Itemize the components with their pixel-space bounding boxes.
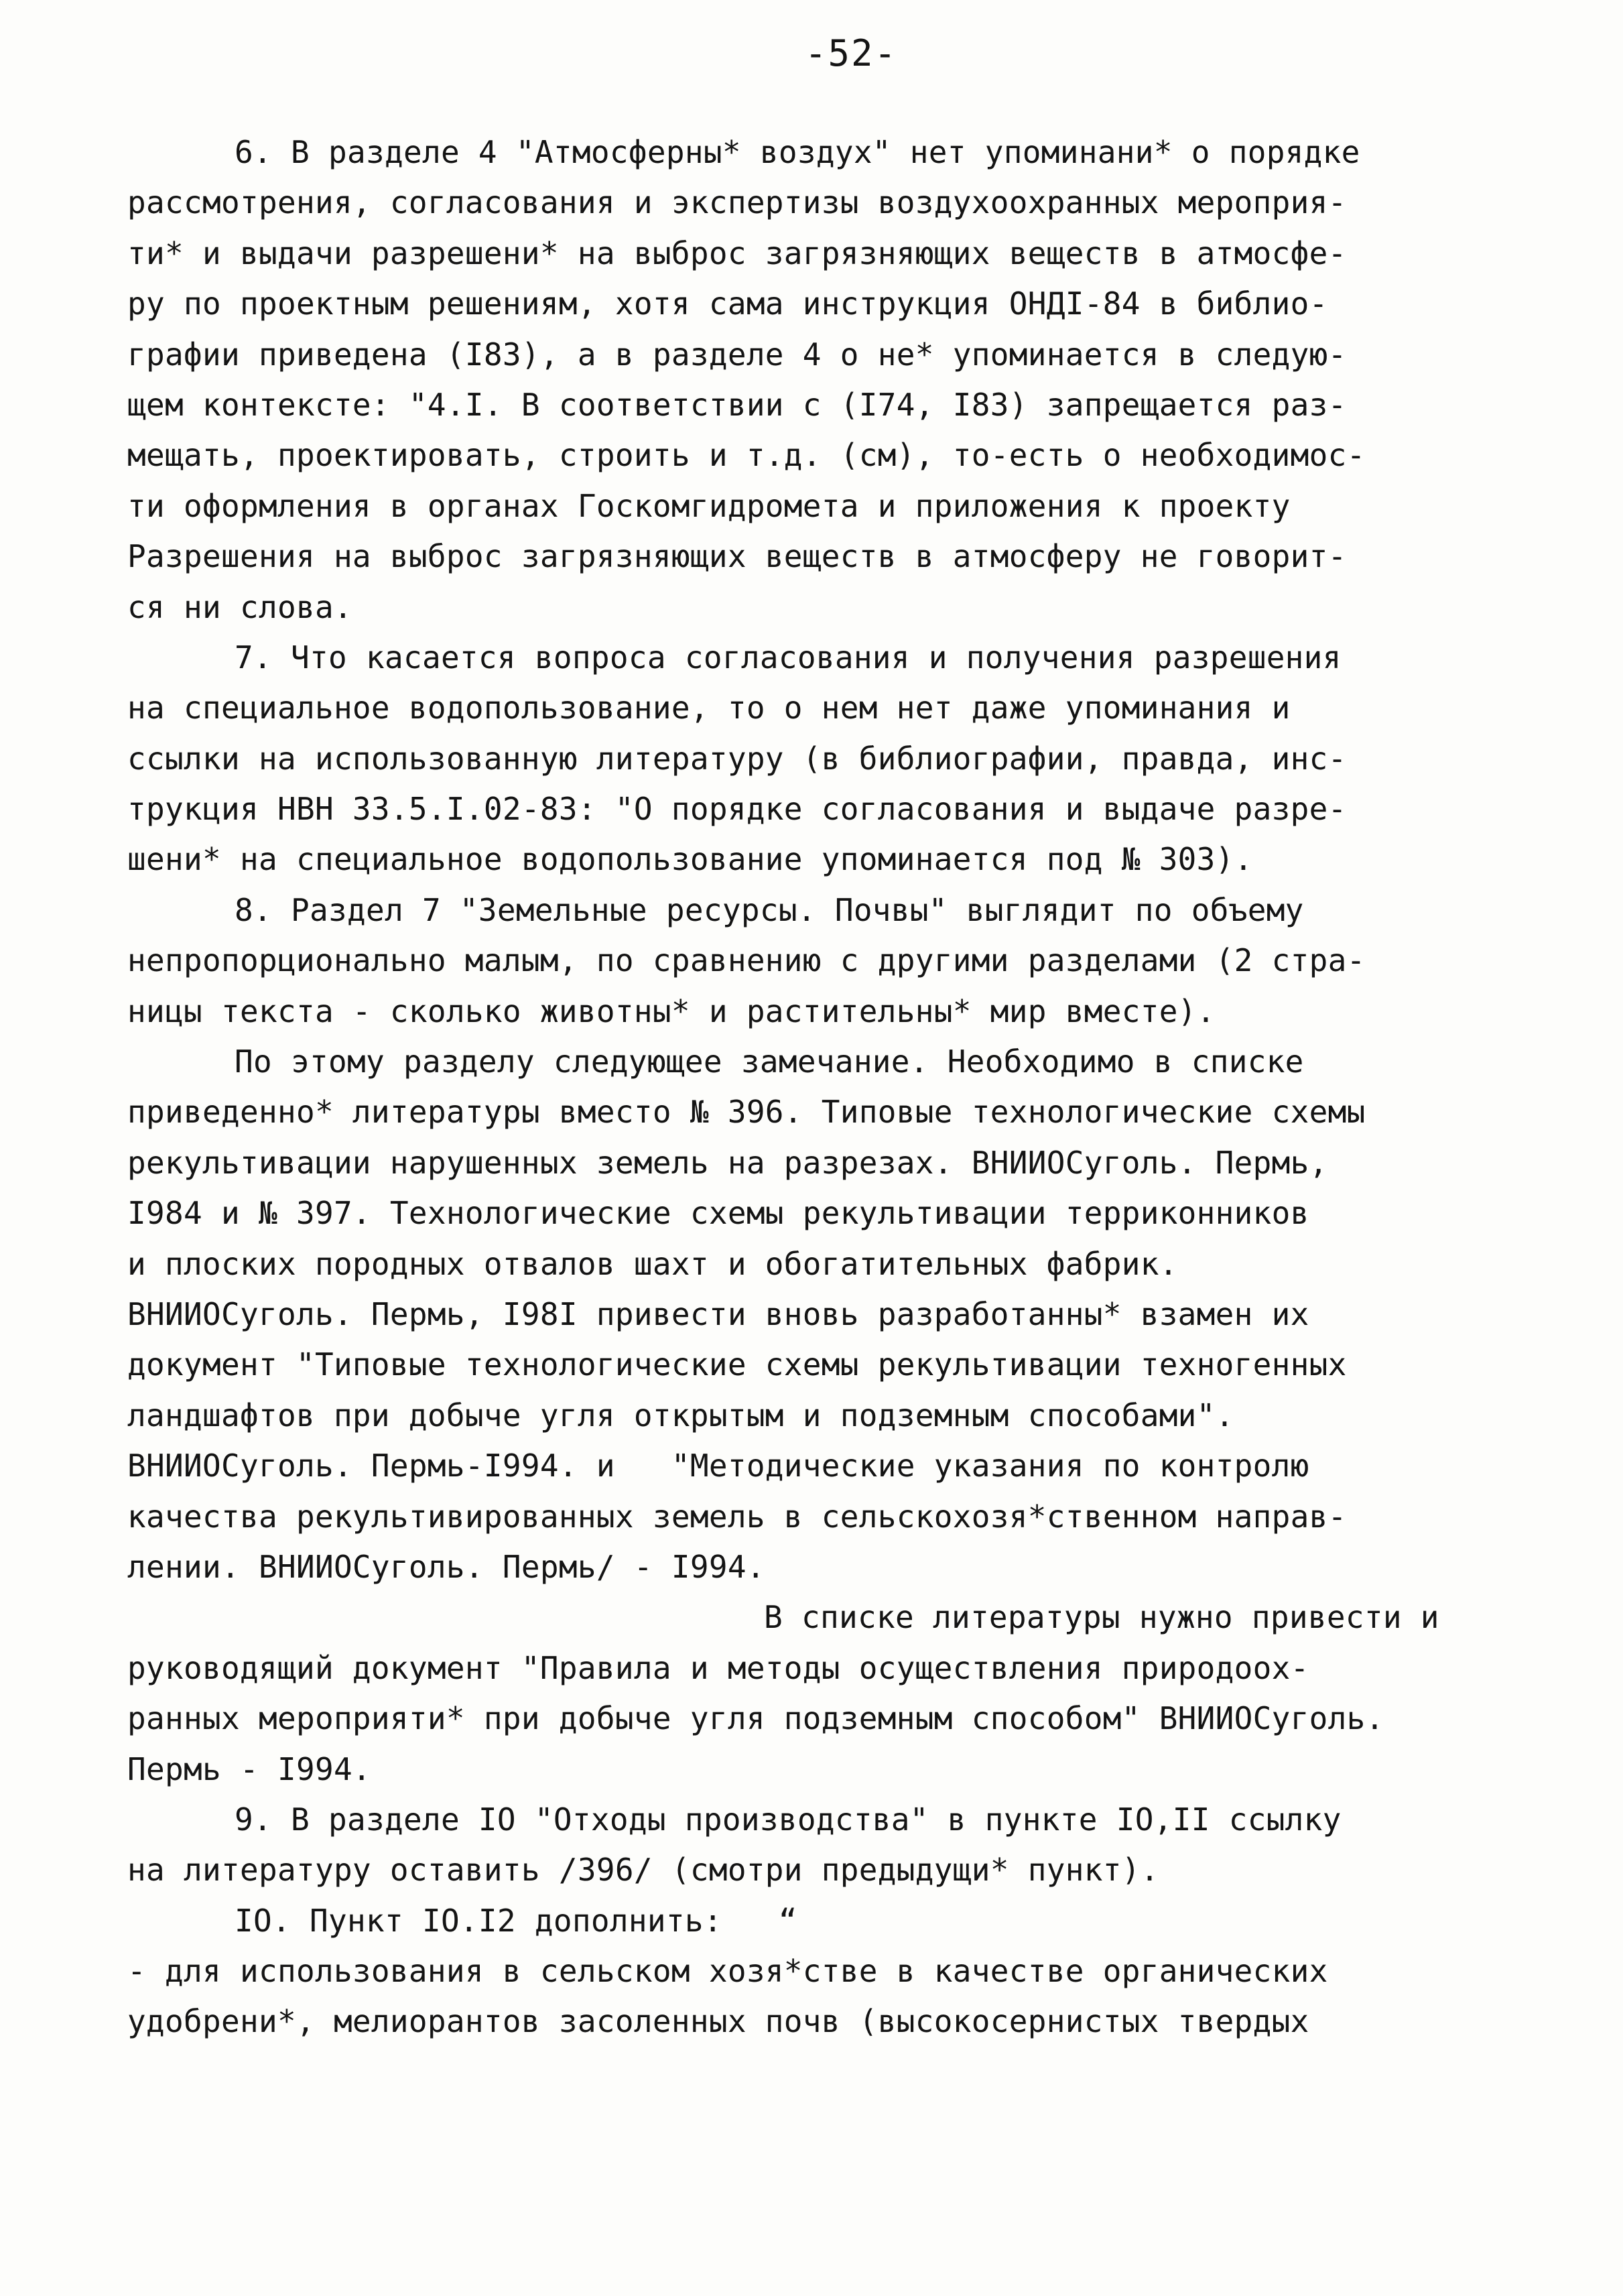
- text-line: ти оформления в органах Госкомгидромета и приложения к проекту: [127, 487, 1291, 524]
- text-line: ландшафтов при добыче угля открытым и подземным способами".: [127, 1397, 1234, 1433]
- text-line: руководящий документ "Правила и методы осуществления природоох-: [127, 1649, 1309, 1686]
- text-line: на специальное водопользование, то о нем нет даже упоминания и: [127, 690, 1291, 726]
- text-line: ся ни слова.: [127, 588, 352, 625]
- text-line: лении. ВНИИОСуголь. Пермь/ - I994.: [127, 1548, 765, 1585]
- text-line: трукция НВН 33.5.I.02-83: "О порядке согласования и выдаче разре-: [127, 791, 1347, 828]
- text-line: 8. Раздел 7 "Земельные ресурсы. Почвы" выглядит по объему: [235, 891, 1304, 928]
- text-line: рекультивации нарушенных земель на разрезах. ВНИИОСуголь. Пермь,: [127, 1144, 1328, 1181]
- text-line: удобрени*, мелиорантов засоленных почв (высокосернистых твердых: [127, 2003, 1309, 2040]
- text-line: качества рекультивированных земель в сельскохозя*ственном направ-: [127, 1498, 1347, 1535]
- text-line: 6. В разделе 4 "Атмосферны* воздух" нет упоминани* о порядке: [235, 134, 1360, 170]
- text-line: мещать, проектировать, строить и т.д. (см), то-есть о необходимос-: [127, 437, 1366, 474]
- text-line: ру по проектным решениям, хотя сама инструкция ОНДI-84 в библио-: [127, 285, 1328, 322]
- text-line: графии приведена (I83), а в разделе 4 о не* упоминается в следую-: [127, 336, 1347, 373]
- text-line: на литературу оставить /396/ (смотри предыдущи* пункт).: [127, 1852, 1159, 1889]
- text-line: документ "Типовые технологические схемы рекультивации техногенных: [127, 1346, 1347, 1383]
- text-line: 9. В разделе IO "Отходы производства" в пункте IO,II ссылку: [235, 1801, 1342, 1838]
- text-line: ранных мероприяти* при добыче угля подземным способом" ВНИИОСуголь.: [127, 1700, 1384, 1737]
- text-line: Разрешения на выброс загрязняющих веществ в атмосферу не говорит-: [127, 538, 1347, 575]
- text-line: I984 и № 397. Технологические схемы рекультивации терриконников: [127, 1195, 1309, 1232]
- text-line: - для использования в сельском хозя*стве в качестве органических: [127, 1953, 1328, 1990]
- text-line: шени* на специальное водопользование упоминается под № 303).: [127, 841, 1253, 878]
- body-text: [127, 127, 1521, 2047]
- page-number: -52-: [804, 32, 898, 74]
- text-line: непропорционально малым, по сравнению с другими разделами (2 стра-: [127, 942, 1366, 979]
- text-line: ссылки на использованную литературу (в библиографии, правда, инс-: [127, 740, 1347, 777]
- text-line: В списке литературы нужно привести и: [764, 1599, 1439, 1636]
- text-line: 7. Что касается вопроса согласования и получения разрешения: [235, 639, 1342, 676]
- text-line: IO. Пункт IO.I2 дополнить: “: [235, 1902, 797, 1939]
- text-line: щем контексте: "4.I. В соответствии с (I74, I83) запрещается раз-: [127, 386, 1347, 423]
- text-line: и плоских породных отвалов шахт и обогатительных фабрик.: [127, 1245, 1178, 1282]
- text-line: ти* и выдачи разрешени* на выброс загрязняющих веществ в атмосфе-: [127, 235, 1347, 271]
- text-line: ВНИИОСуголь. Пермь, I98I привести вновь разработанны* взамен их: [127, 1295, 1309, 1332]
- text-line: рассмотрения, согласования и экспертизы воздухоохранных мероприя-: [127, 184, 1347, 221]
- text-line: ницы текста - сколько животны* и растительны* мир вместе).: [127, 993, 1216, 1029]
- text-line: приведенно* литературы вместо № 396. Типовые технологические схемы: [127, 1094, 1366, 1131]
- text-line: ВНИИОСуголь. Пермь-I994. и "Методические указания по контролю: [127, 1448, 1309, 1484]
- text-line: Пермь - I994.: [127, 1750, 371, 1787]
- text-line: По этому разделу следующее замечание. Необходимо в списке: [235, 1043, 1304, 1080]
